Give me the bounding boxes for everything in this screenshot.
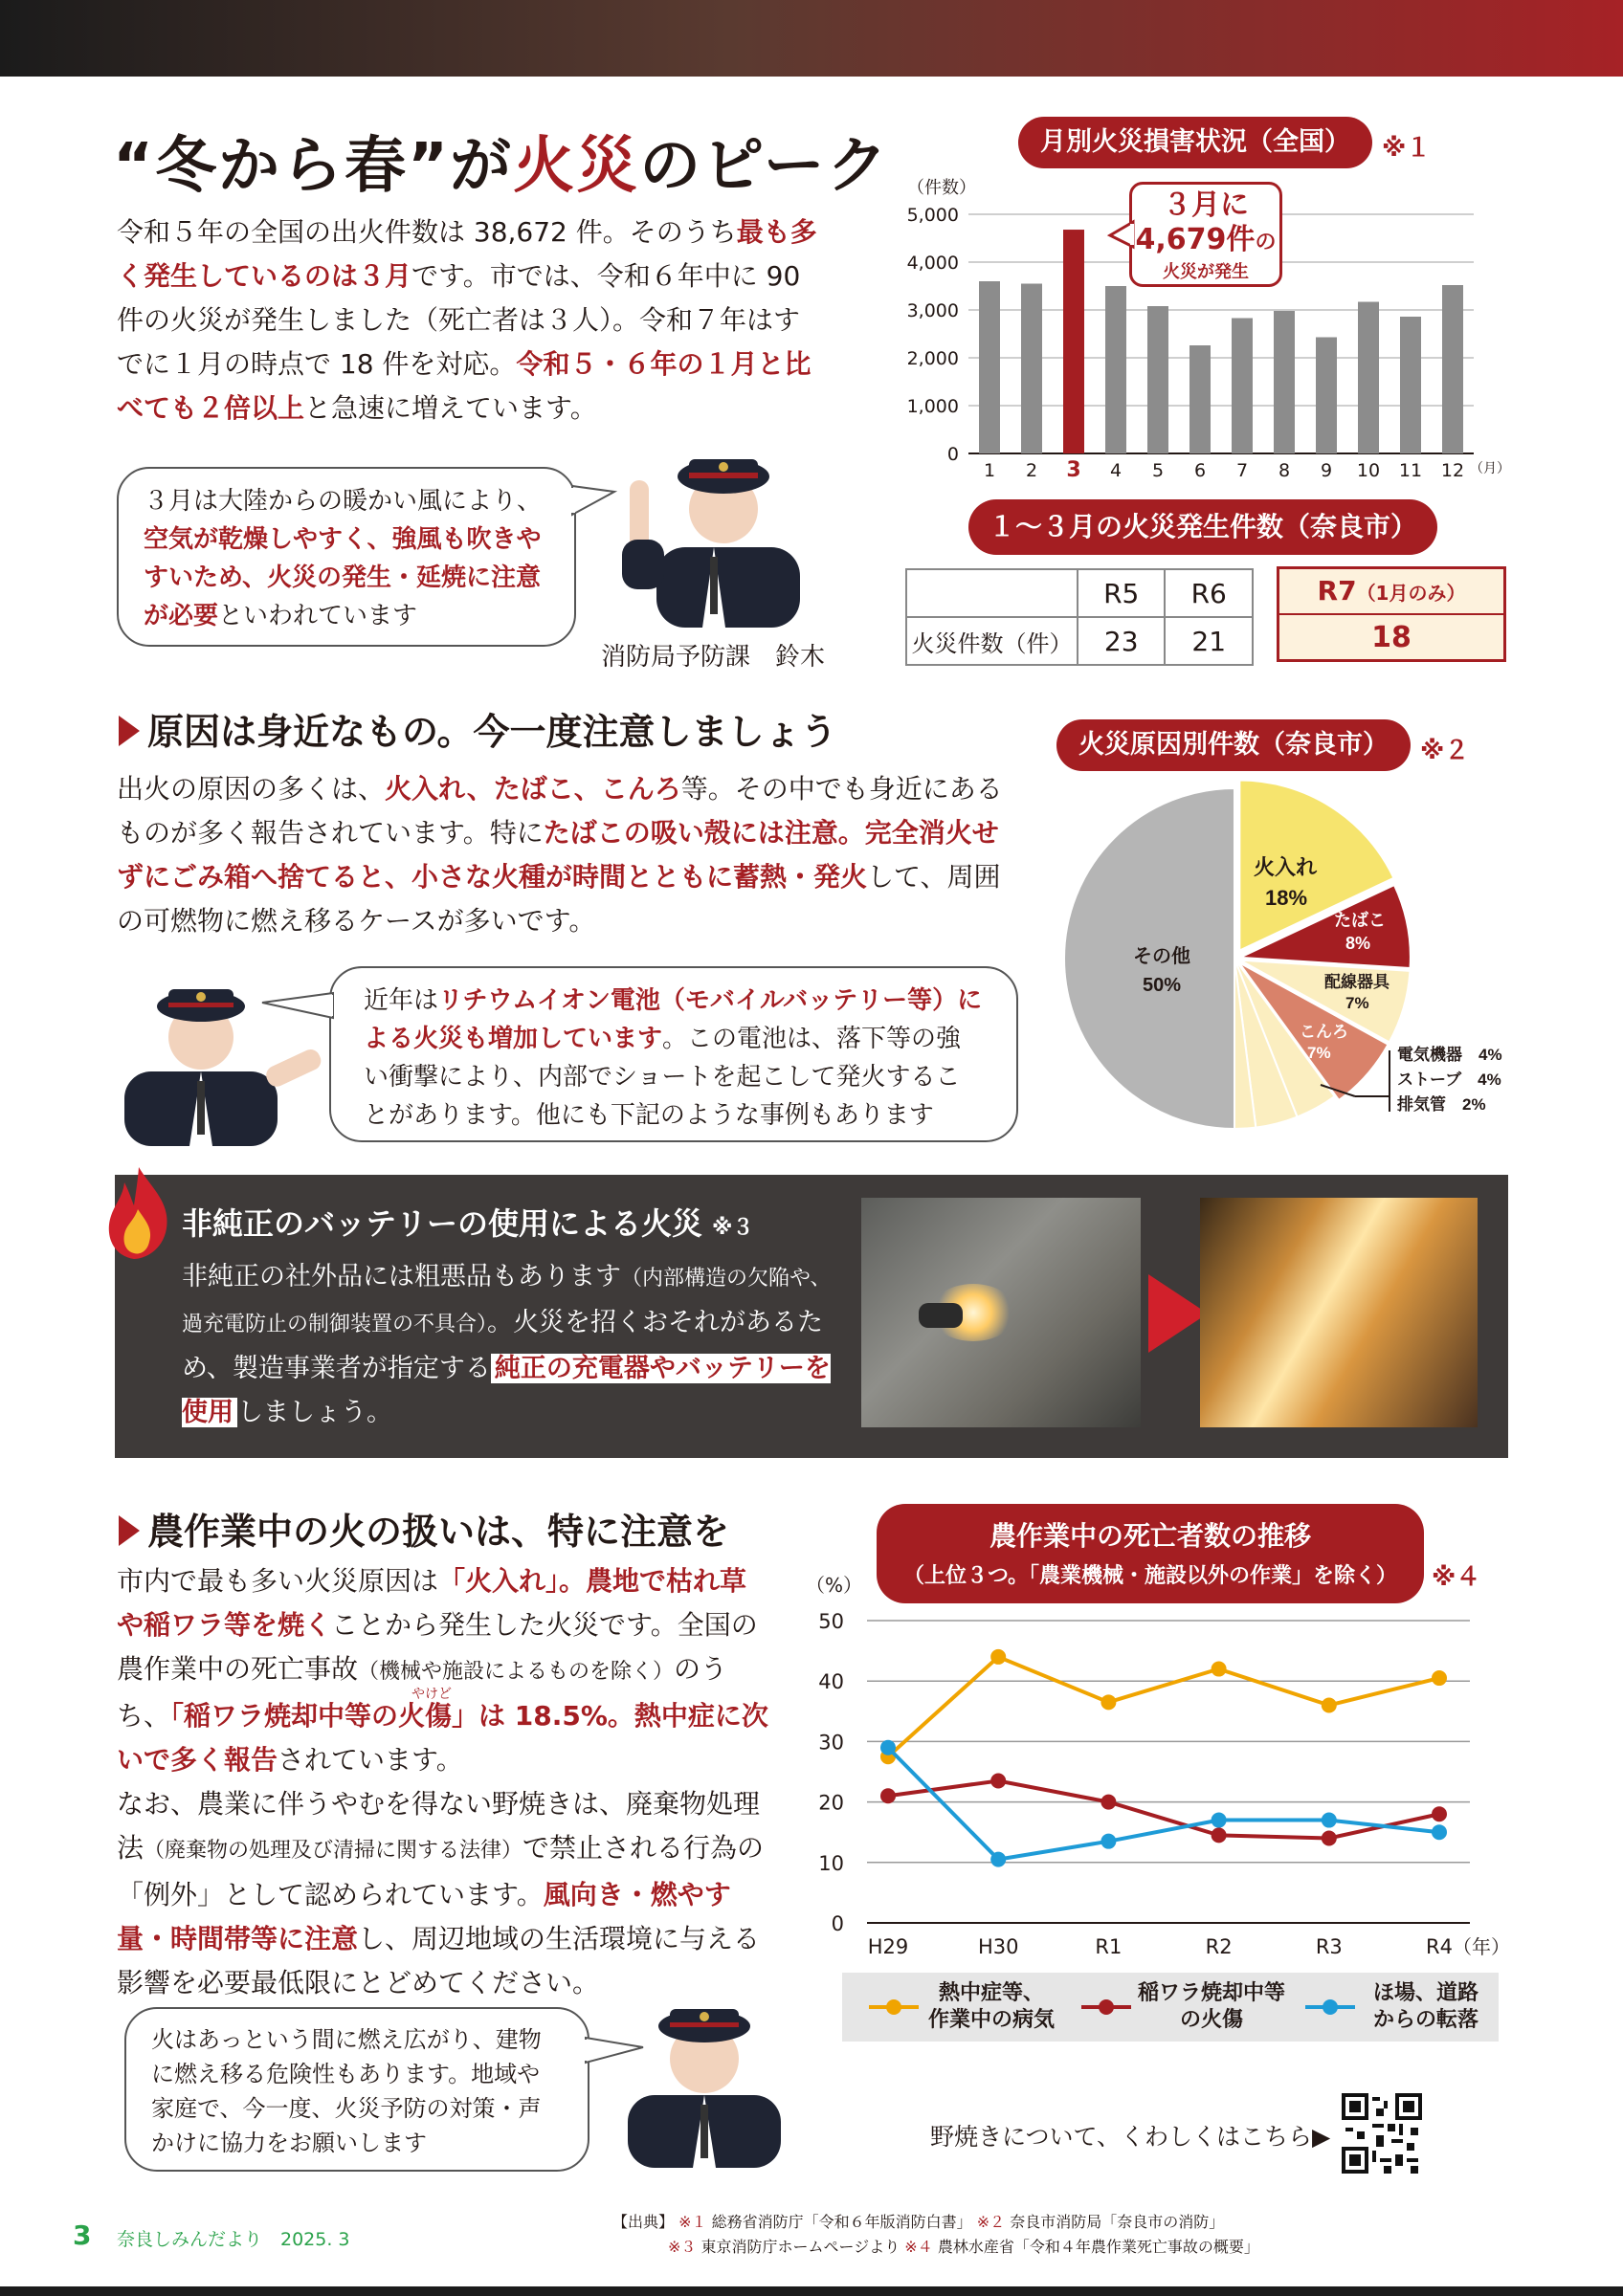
page-number: 3 xyxy=(73,2219,92,2251)
bar-month-4 xyxy=(1105,286,1126,453)
monthly-y-label: （件数） xyxy=(907,178,976,198)
bar-month-12 xyxy=(1442,285,1463,453)
line-chart-legend xyxy=(842,1973,1499,2042)
x-tick-label: 9 xyxy=(1320,460,1333,481)
x-tick-label: 11 xyxy=(1398,460,1423,481)
monthly-x-unit: （月） xyxy=(1470,461,1510,476)
bar-month-8 xyxy=(1274,311,1295,453)
title-part-1: “冬から春”が xyxy=(113,131,514,202)
series-point-2-H29 xyxy=(880,1740,896,1755)
x-tick-label: H30 xyxy=(977,1935,1019,1958)
line-chart-note: ※４ xyxy=(1432,1563,1481,1592)
value-r6: 21 xyxy=(1165,617,1253,665)
pie-label-haisen: 配線器具 xyxy=(1324,973,1390,991)
y-tick-label: 0 xyxy=(831,1912,844,1935)
footer-band xyxy=(0,2286,1623,2296)
legend-marker-heat xyxy=(869,1996,919,2019)
x-tick-label: H29 xyxy=(867,1935,909,1958)
pie-label-tabako-pct: 8% xyxy=(1345,934,1371,953)
series-point-2-R2 xyxy=(1212,1813,1227,1828)
series-point-1-H29 xyxy=(880,1788,896,1803)
pie-label-other-pct: 50% xyxy=(1143,975,1182,996)
intro-paragraph: 令和５年の全国の出火件数は 38,672 件。そのうち最も多く発生しているのは３月です。市では、令和６年中に 90 件の火災が発生しました（死亡者は３人）。令和７年はすでに１月の時点で 18 件を対応。令和５・６年の１月と比べても２倍以上と急速に増えています。 xyxy=(117,216,817,424)
col-r7: R7 xyxy=(1317,575,1357,607)
line-chart-title: 農作業中の死亡者数の推移 xyxy=(989,1520,1311,1552)
x-tick-label: R1 xyxy=(1095,1935,1123,1958)
section3-heading: 農作業中の火の扱いは、特に注意を xyxy=(119,1502,729,1555)
firefighter-avatar-1 xyxy=(609,413,819,628)
bar-month-10 xyxy=(1358,302,1379,454)
header-band xyxy=(0,0,1623,77)
series-point-2-R4 xyxy=(1432,1824,1447,1840)
flame-icon xyxy=(105,1165,172,1261)
section3-paragraph: 市内で最も多い火災原因は「火入れ」。農地で枯れ草や稲ワラ等を焼くことから発生した火災です。全国の農作業中の死亡事故（機械や施設によるものを除く）のうち、「稲ワラ焼却中等の火傷」は 18.5%。熱中症に次いで多く報告されています。 なお、農業に伴うやむを得ない野焼きは、廃棄物処理法（廃棄物の処理及び清掃に関する法律）で禁止される行為の「例外」として認められています。風向き・燃やす量・時間帯等に注意し、周辺地域の生活環境に与える影響を必要最低限にとどめてください。 xyxy=(117,1565,768,1998)
value-r7: 18 xyxy=(1371,621,1412,654)
x-tick-label: 4 xyxy=(1109,460,1123,481)
series-point-2-R3 xyxy=(1322,1813,1337,1828)
genuine-battery-highlight: 純正の充電器やバッテリーを使用 xyxy=(182,1354,831,1427)
bar-month-9 xyxy=(1316,338,1337,454)
legend-marker-burn xyxy=(1081,1996,1131,2019)
series-point-0-R2 xyxy=(1212,1662,1227,1677)
qr-link-text[interactable]: 野焼きについて、くわしくはこちら▶ xyxy=(930,2123,1331,2151)
battery-title: 非純正のバッテリーの使用による火災 ※３ xyxy=(182,1205,754,1242)
series-point-2-H30 xyxy=(990,1852,1006,1867)
legend-label-burn: 稲ワラ焼却中等 の火傷 xyxy=(1137,1981,1285,2032)
x-tick-label: 5 xyxy=(1151,460,1165,481)
x-tick-label: R4 xyxy=(1426,1935,1453,1958)
sources: 【出典】 ※１ 総務省消防庁「令和６年版消防白書」 ※２ 奈良市消防局「奈良市の消防」 ※３ 東京消防庁ホームページより ※４ 農林水産省「令和４年農作業死亡事故の概要」 xyxy=(612,2213,1259,2256)
bar-month-5 xyxy=(1147,306,1168,453)
bar-month-1 xyxy=(979,281,1000,453)
title-part-3: のピーク xyxy=(639,131,890,202)
pie-label-hiire-pct: 18% xyxy=(1265,886,1308,910)
series-point-0-R4 xyxy=(1432,1670,1447,1686)
line-y-ticks xyxy=(818,1610,844,1935)
staff-caption: 消防局予防課 鈴木 xyxy=(601,643,826,672)
firefighter-avatar-3 xyxy=(609,1976,800,2168)
battery-text: 非純正の社外品には粗悪品もあります（内部構造の欠陥や、過充電防止の制御装置の不具合）。火災を招くおそれがあるため、製造事業者が指定する 純正の充電器やバッテリーを使用 しましょう。 xyxy=(182,1262,832,1427)
cause-pie-chart xyxy=(1053,781,1512,1135)
legend-marker-fall xyxy=(1305,1996,1355,2019)
x-tick-label: 12 xyxy=(1440,460,1465,481)
pie-label-stove: ストーブ 4% xyxy=(1397,1071,1501,1089)
pie-label-haisen-pct: 7% xyxy=(1345,994,1369,1012)
x-tick-label: 8 xyxy=(1278,460,1291,481)
bar-month-6 xyxy=(1189,345,1211,453)
photo-battery-fire xyxy=(1200,1198,1478,1427)
bar-month-11 xyxy=(1400,317,1421,453)
x-tick-label: 6 xyxy=(1193,460,1207,481)
x-tick-label: 7 xyxy=(1235,460,1249,481)
page-title xyxy=(113,117,890,205)
line-y-label: （%） xyxy=(806,1574,863,1597)
pie-label-konro-pct: 7% xyxy=(1307,1044,1331,1062)
pie-label-hiire: 火入れ xyxy=(1254,855,1318,879)
ruby-yakedo: やけど xyxy=(411,1687,452,1702)
line-chart-subtitle: （上位３つ。「農業機械・施設以外の作業」を除く） xyxy=(902,1564,1398,1588)
peak-callout: ３月に 4,679件の 火災が発生 xyxy=(1129,182,1282,287)
bar-month-2 xyxy=(1021,284,1042,454)
title-part-red: 火災 xyxy=(513,131,640,202)
value-r5: 23 xyxy=(1078,617,1166,665)
series-point-1-R3 xyxy=(1322,1831,1337,1846)
speech-bubble-3: 火はあっという間に燃え広がり、建物に燃え移る危険性もあります。地域や家庭で、今一度、火災予防の対策・声かけに協力をお願いします xyxy=(124,2007,589,2172)
series-point-1-H30 xyxy=(990,1773,1006,1788)
publication-name: 奈良しみんだより 2025. 3 xyxy=(117,2229,350,2250)
monthly-y-ticks xyxy=(907,205,959,465)
pie-slices xyxy=(1064,781,1411,1129)
series-point-0-R3 xyxy=(1322,1697,1337,1712)
callout-tail xyxy=(1108,220,1133,249)
monthly-chart-title: 月別火災損害状況（全国） xyxy=(1018,117,1372,168)
speech-bubble-1: ３月は大陸からの暖かい風により、空気が乾燥しやすく、強風も吹きやすいため、火災の発生・延焼に注意が必要といわれています xyxy=(117,467,576,647)
line-series xyxy=(880,1649,1447,1867)
series-point-0-R1 xyxy=(1101,1694,1116,1710)
series-point-2-R1 xyxy=(1101,1834,1116,1849)
pie-label-haiki: 排気管 2% xyxy=(1397,1095,1486,1114)
y-tick-label: 40 xyxy=(818,1670,844,1694)
y-tick-label: 3,000 xyxy=(906,300,959,321)
x-tick-label: 3 xyxy=(1066,458,1081,482)
x-tick-label: R3 xyxy=(1315,1935,1343,1958)
series-point-1-R1 xyxy=(1101,1795,1116,1810)
series-point-0-H30 xyxy=(990,1649,1006,1665)
pie-chart-title: 火災原因別件数（奈良市） xyxy=(1056,719,1411,771)
pie-chart-note: ※２ xyxy=(1420,737,1470,765)
photo-battery-ignition xyxy=(861,1198,1141,1427)
x-tick-label: R2 xyxy=(1205,1935,1233,1958)
triangle-bullet-icon xyxy=(119,716,140,746)
y-tick-label: 5,000 xyxy=(906,205,959,226)
bar-month-7 xyxy=(1232,319,1253,454)
line-grid xyxy=(867,1621,1470,1923)
legend-label-heat: 熱中症等、 作業中の病気 xyxy=(927,1981,1055,2032)
row-label: 火災件数（件） xyxy=(906,617,1078,665)
series-line-2 xyxy=(888,1748,1439,1860)
col-r5: R5 xyxy=(1078,569,1166,617)
y-tick-label: 0 xyxy=(946,444,959,465)
y-tick-label: 20 xyxy=(818,1791,844,1815)
y-tick-label: 30 xyxy=(818,1731,844,1755)
pie-label-other: その他 xyxy=(1133,946,1190,967)
x-tick-label: 2 xyxy=(1025,460,1038,481)
r7-box: R7（1月のみ） 18 xyxy=(1277,566,1506,662)
monthly-chart-note: ※１ xyxy=(1382,134,1432,163)
y-tick-label: 10 xyxy=(818,1851,844,1875)
fire-count-table xyxy=(905,568,1254,666)
section2-heading: 原因は身近なもの。今一度注意しましょう xyxy=(119,702,836,755)
y-tick-label: 4,000 xyxy=(906,253,959,274)
col-r6: R6 xyxy=(1165,569,1253,617)
legend-label-fall: ほ場、道路 からの転落 xyxy=(1372,1981,1478,2032)
y-tick-label: 50 xyxy=(818,1610,844,1633)
x-tick-label: 1 xyxy=(983,460,996,481)
bar-month-3 xyxy=(1063,230,1084,453)
series-point-1-R4 xyxy=(1432,1806,1447,1821)
pie-label-denki: 電気機器 4% xyxy=(1397,1046,1502,1064)
speech-bubble-2: 近年はリチウムイオン電池（モバイルバッテリー等）による火災も増加しています。この電池は、落下等の強い衝撃により、内部でショートを起こして発火することがあります。他にも下記のような事例もあります xyxy=(329,966,1018,1142)
qr-code-icon[interactable] xyxy=(1342,2093,1422,2174)
triangle-bullet-icon xyxy=(119,1515,140,1546)
line-x-ticks xyxy=(868,1935,1453,1958)
farm-death-line-chart xyxy=(800,1569,1510,1980)
x-tick-label: 10 xyxy=(1356,460,1381,481)
y-tick-label: 1,000 xyxy=(906,396,959,417)
pie-label-tabako: たばこ xyxy=(1334,911,1386,930)
section2-paragraph: 出火の原因の多くは、火入れ、たばこ、こんろ等。その中でも身近にあるものが多く報告されています。特にたばこの吸い殻には注意。完全消火せずにごみ箱へ捨てると、小さな火種が時間とともに蓄熱・発火して、周囲の可燃物に燃え移るケースが多いです。 xyxy=(117,773,1003,937)
fire-count-title: １～３月の火災発生件数（奈良市） xyxy=(968,499,1437,555)
bubble-tail-2 xyxy=(260,989,333,1024)
series-point-1-R2 xyxy=(1212,1827,1227,1843)
pie-label-konro: こんろ xyxy=(1300,1023,1348,1041)
y-tick-label: 2,000 xyxy=(906,348,959,369)
monthly-x-ticks xyxy=(984,458,1464,482)
line-x-unit: （年） xyxy=(1453,1935,1510,1958)
